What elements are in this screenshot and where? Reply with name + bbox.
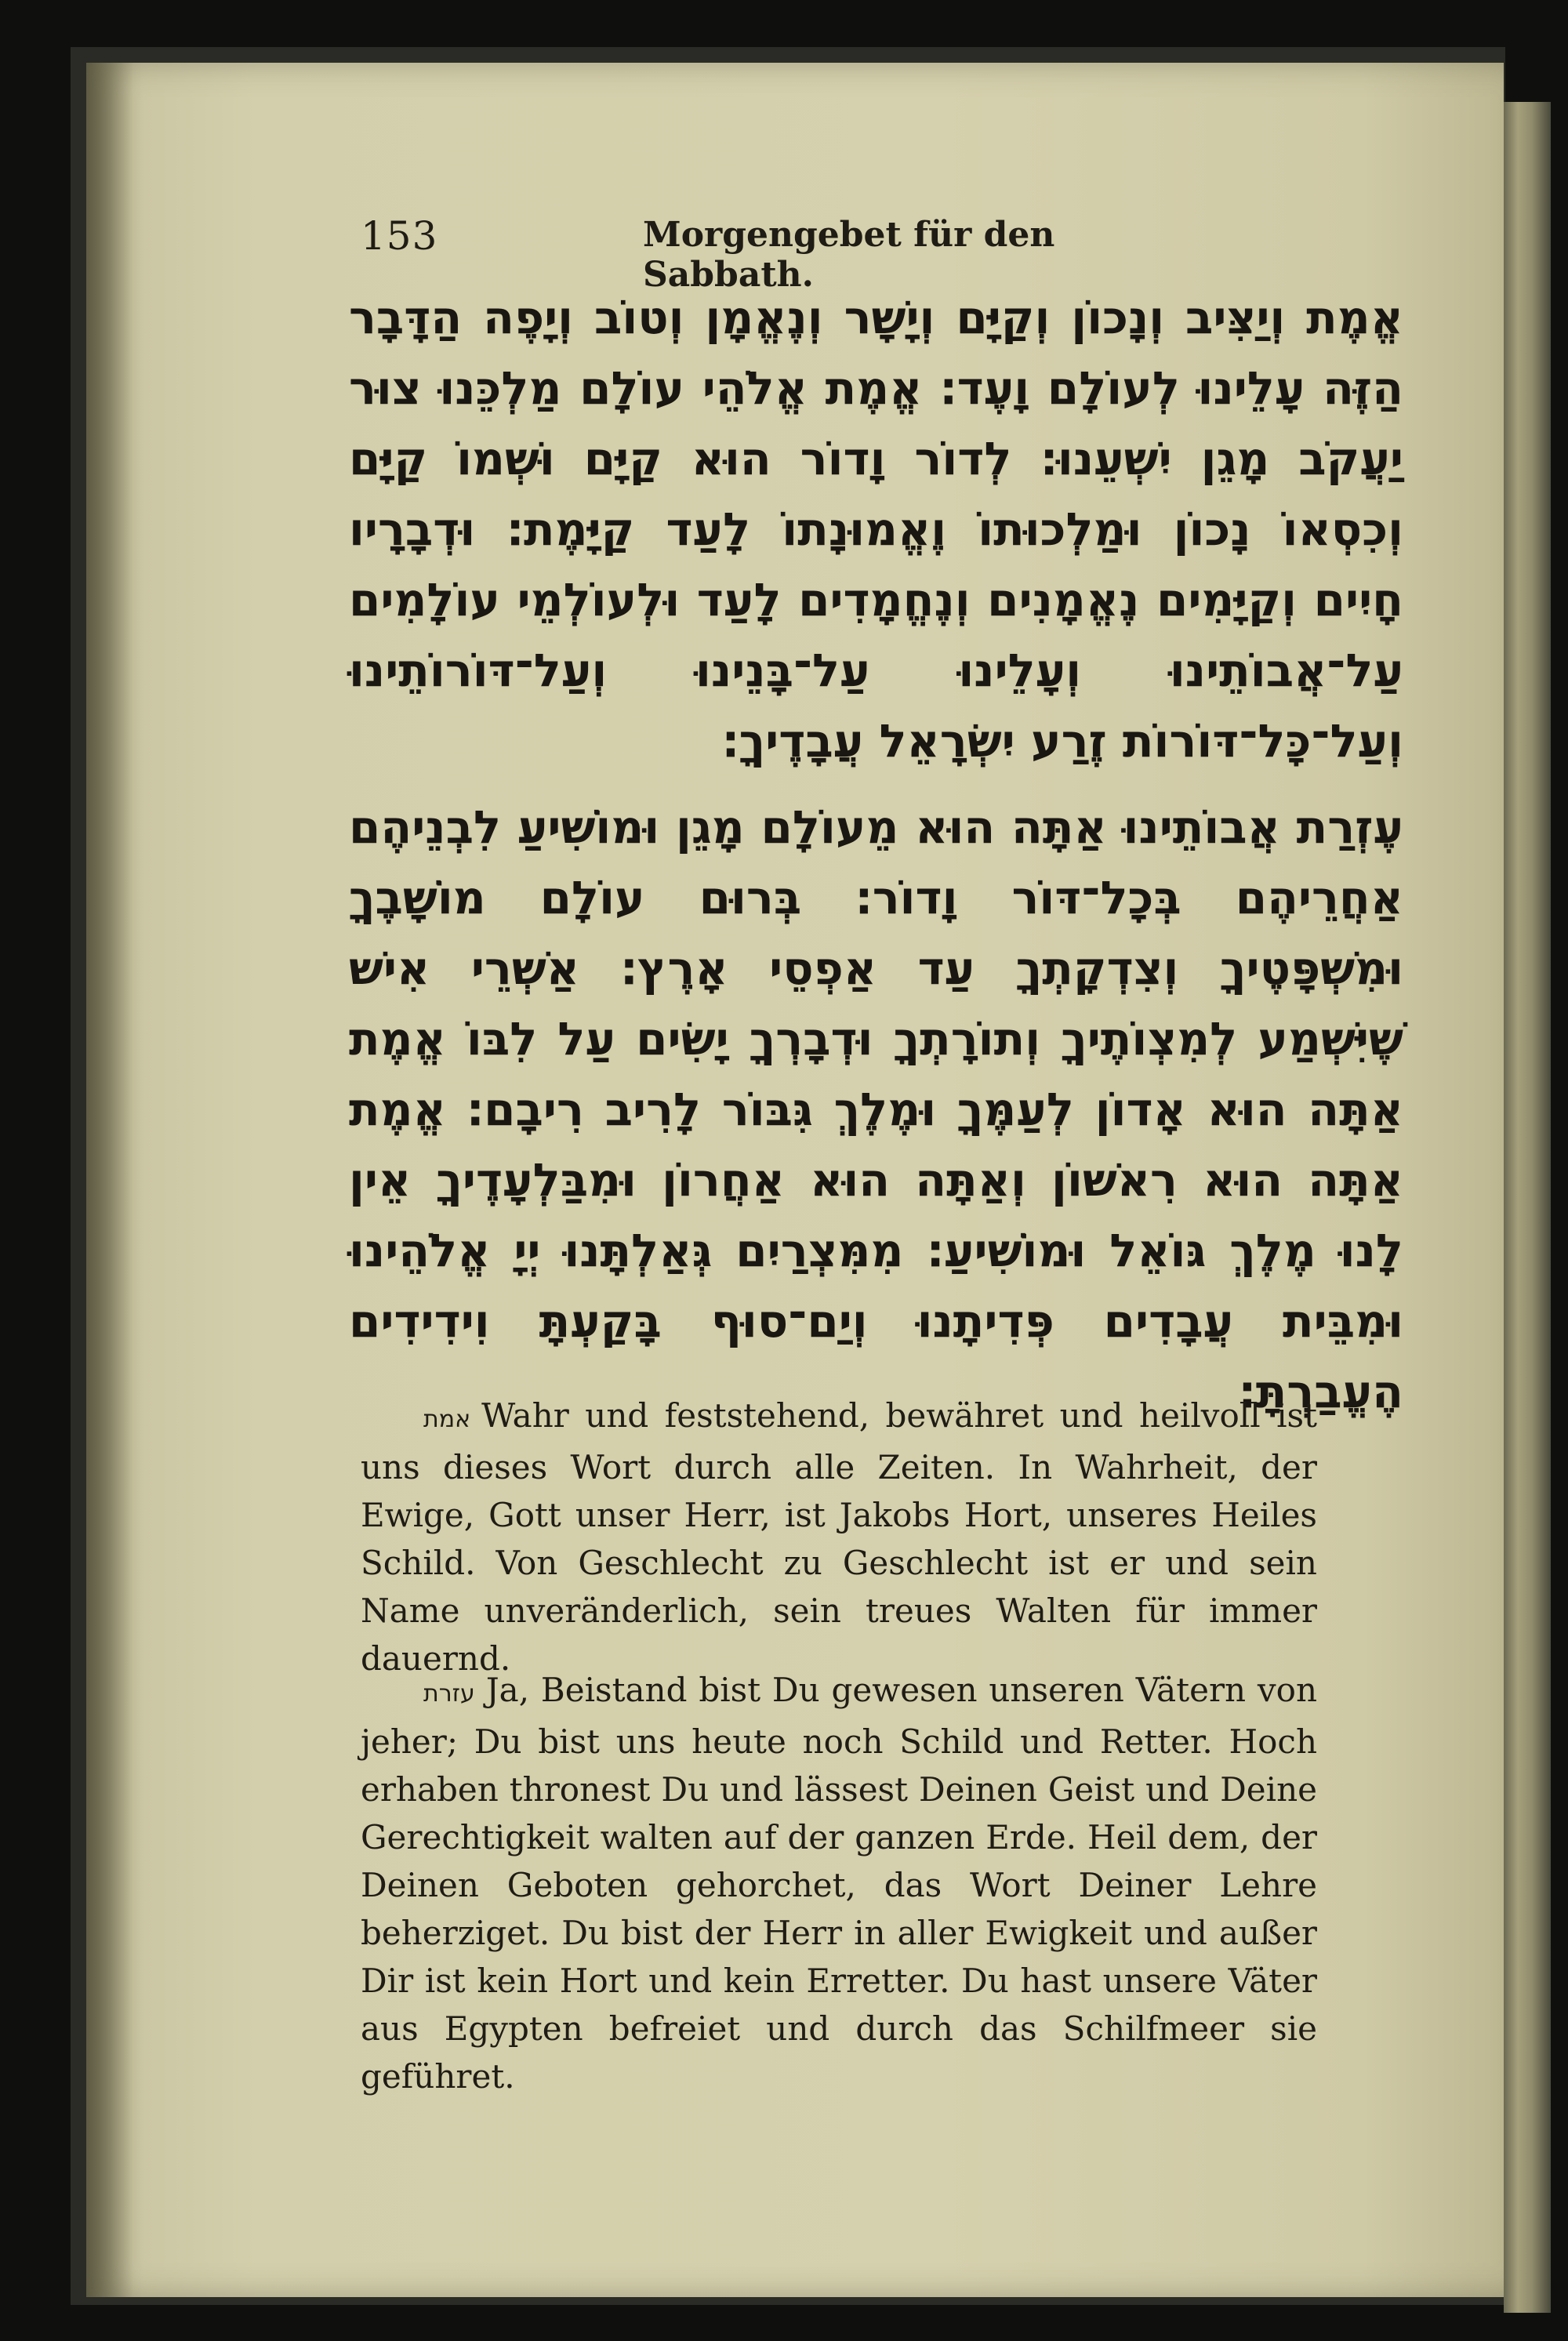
translation-paragraph-1 xyxy=(361,1392,1317,1682)
page-gutter-shadow xyxy=(86,63,133,2297)
page-number: 153 xyxy=(361,213,438,259)
hebrew-text: עֶזְרַת אֲבוֹתֵינוּ אַתָּה הוּא מֵעוֹלָם מָגֵן וּמוֹשִׁיעַ לִבְנֵיהֶם אַחֲרֵיהֶם בְּכָל־דּוֹר וָדוֹר׃ בְּרוּם עוֹלָם מוֹשָׁבֶךָ וּמִשְׁפָּטֶיךָ וְצִדְקָתְךָ עַד אַפְסֵי אָרֶץ׃ אַשְׁרֵי אִישׁ שֶׁיִּשְׁמַע לְמִצְוֹתֶיךָ וְתוֹרָתְךָ וּדְבָרְךָ יָשִׂים עַל לִבּוֹ אֱמֶת אַתָּה הוּא אָדוֹן לְעַמֶּךָ וּמֶלֶךְ גִּבּוֹר לָרִיב רִיבָם׃ אֱמֶת אַתָּה הוּא רִאשׁוֹן וְאַתָּה הוּא אַחֲרוֹן וּמִבַּלְעָדֶיךָ אֵין לָנוּ מֶלֶךְ גּוֹאֵל וּמוֹשִׁיעַ׃ מִמִּצְרַיִם גְּאַלְתָּנוּ יְיָ אֱלֹהֵינוּ וּמִבֵּית עֲבָדִים פְּדִיתָנוּ וְיַם־סוּף בָּקַעְתָּ וִידִידִים הֶעֱבַרְתָּ׃ xyxy=(349,800,1403,1418)
page-header xyxy=(361,213,1184,295)
paragraph-lead-word: עזרת xyxy=(423,1680,475,1708)
translation-body: Wahr und feststehend, bewähret und heilvoll ist uns dieses Wort durch alle Zeiten. In Wahrheit, der Ewige, Gott unser Herr, ist Jakobs Hort, unseres Heiles Schild. Von Geschlecht zu Geschlecht ist er und sein Name unveränderlich, sein treues Walten für immer dauernd. xyxy=(361,1396,1317,1678)
page-stack-edge xyxy=(1504,102,1551,2313)
paragraph-lead-word: אמת xyxy=(423,1406,471,1433)
translation-text xyxy=(361,1666,1317,2100)
hebrew-paragraph-1 xyxy=(349,282,1403,776)
running-title: Morgengebet für den Sabbath. xyxy=(643,215,1055,295)
translation-body: Ja, Beistand bist Du gewesen unseren Vätern von jeher; Du bist uns heute noch Schild und Retter. Hoch erhaben thronest Du und lässest Deinen Geist und Deine Gerechtigkeit walten auf der ganzen Erde. Heil dem, der Deinen Geboten gehorchet, das Wort Deiner Lehre beherziget. Du bist der Herr in aller Ewigkeit und außer Dir ist kein Hort und kein Erretter. Du hast unsere Väter aus Egypten befreiet und durch das Schilfmeer sie geführet. xyxy=(361,1671,1317,2096)
translation-paragraph-2 xyxy=(361,1666,1317,2100)
translation-text xyxy=(361,1392,1317,1682)
hebrew-paragraph-2 xyxy=(349,792,1403,1427)
hebrew-text: אֱמֶת וְיַצִּיב וְנָכוֹן וְקַיָּם וְיָשָׁר וְנֶאֱמָן וְטוֹב וְיָפֶה הַדָּבָר הַזֶּה עָלֵינוּ לְעוֹלָם וָעֶד׃ אֱמֶת אֱלֹהֵי עוֹלָם מַלְכֵּנוּ צוּר יַעֲקֹב מָגֵן יִשְׁעֵנוּ׃ לְדוֹר וָדוֹר הוּא קַיָּם וּשְׁמוֹ קַיָּם וְכִסְאוֹ נָכוֹן וּמַלְכוּתוֹ וֶאֱמוּנָתוֹ לָעַד קַיָּמֶת׃ וּדְבָרָיו חָיִים וְקַיָּמִים נֶאֱמָנִים וְנֶחֱמָדִים לָעַד וּלְעוֹלְמֵי עוֹלָמִים עַל־אֲבוֹתֵינוּ וְעָלֵינוּ עַל־בָּנֵינוּ וְעַל־דּוֹרוֹתֵינוּ וְעַל־כָּל־דּוֹרוֹת זֶרַע יִשְׂרָאֵל עֲבָדֶיךָ׃ xyxy=(349,291,1403,768)
